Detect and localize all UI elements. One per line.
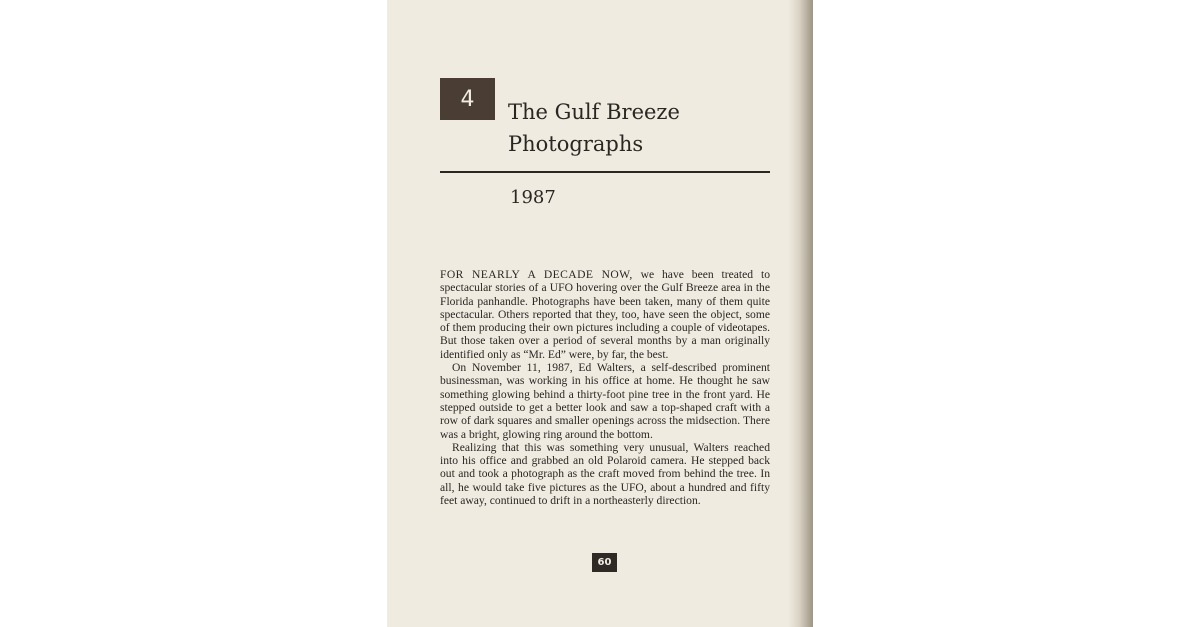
paragraph-3: Realizing that this was something very unusual, Walters reached into his office and grabbed an old Polaroid camera. He stepped back out and took a photograph as the craft moved from behind the tree. In all, he would take five pictures as the UFO, about a hundred and fifty feet away, continued to drift in a northeasterly direction. (440, 440, 770, 508)
chapter-title-line-2: Photographs (508, 132, 644, 156)
section-heading: 1987 (510, 187, 556, 208)
chapter-title (508, 96, 768, 160)
chapter-number-badge: 4 (440, 78, 495, 120)
page-spine-shadow (788, 0, 813, 627)
chapter-title-line-1: The Gulf Breeze (508, 100, 680, 124)
page-number: 60 (592, 553, 617, 572)
paragraph-1-lead: FOR NEARLY A DECADE NOW, (440, 268, 633, 281)
paragraph-2: On November 11, 1987, Ed Walters, a self-described prominent businessman, was working in his office at home. He thought he saw something glowing behind a thirty-foot pine tree in the front yard. He stepped outside to get a better look and saw a top-shaped craft with a row of dark squares and smaller openings across the midsection. There was a bright, glowing ring around the bottom. (440, 361, 770, 441)
paragraph-1-text: we have been treated to spectacular stories of a UFO hovering over the Gulf Breeze area in the Florida panhandle. Photographs have been taken, many of them quite spectacular. Others reported that they, too, have seen the object, some of them producing their own pictures including a couple of videotapes. But those taken over a period of several months by a man originally identified only as “Mr. Ed” were, by far, the best. (440, 268, 770, 361)
paragraph-1 (440, 268, 770, 361)
title-divider (440, 171, 770, 173)
body-text (440, 268, 770, 507)
